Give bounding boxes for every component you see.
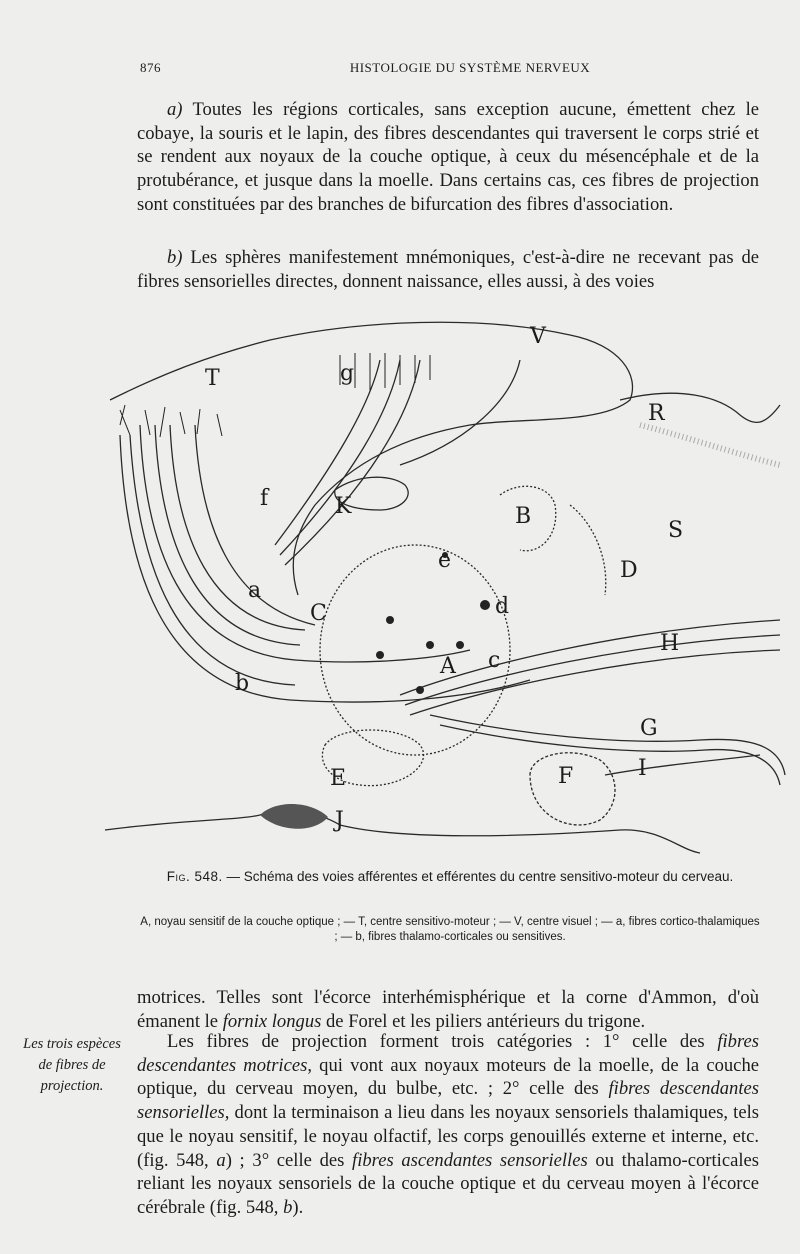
label-h: H <box>660 631 680 656</box>
paragraph-b <box>137 246 759 293</box>
label-f-upper: F <box>558 764 574 789</box>
label-i: I <box>638 756 647 781</box>
projection-text-1: Les fibres de projection forment trois catégories : 1° celle des <box>167 1031 718 1052</box>
fibers-t-2 <box>155 425 300 645</box>
label-g-upper: G <box>640 716 658 741</box>
continuation-text-1: motrices. Telles sont l'écorce interhémisphérique et la corne d'Ammon, d'où émanent le <box>137 987 759 1032</box>
projection-text-5: ou thalamo-corticales reliant les noyaux sensoriels de la couche optique et du cerveau moyen à l'écorce cérébrale (fig. 548, <box>137 1149 759 1218</box>
continuation-text-2: de Forel et les piliers antérieurs du trigone. <box>321 1010 646 1032</box>
baseline <box>105 811 700 853</box>
label-c-upper: C <box>310 601 327 626</box>
label-v: V <box>530 324 546 349</box>
label-c-lower: c <box>488 648 501 673</box>
projection-text-4: ) ; 3° celle des <box>225 1149 353 1171</box>
region-s <box>640 425 780 465</box>
projection-italic-3: a <box>216 1149 226 1171</box>
figure-caption <box>138 868 762 885</box>
thalamic-cells <box>376 552 490 694</box>
margin-note: Les trois espèces de fibres de projection. <box>23 1036 121 1094</box>
projection-text-2: , qui vont aux noyaux moteurs de la moelle, de la couche optique, du cerveau moyen, du bulbe, etc. ; 2° celle des <box>137 1054 759 1100</box>
fibers-v-2 <box>280 360 400 555</box>
continuation-italic-1: fornix longus <box>222 1010 322 1032</box>
brain-pathway-diagram <box>100 305 790 865</box>
upper-contour <box>620 393 780 422</box>
label-g: g <box>340 361 355 386</box>
hemisphere-outline <box>110 322 633 595</box>
paragraph-a <box>137 98 759 217</box>
paragraph-a-marker: a) <box>167 99 183 120</box>
projection-text-3: , dont la terminaison a lieu dans les noyaux sensoriels thalamiques, tels que le noyau sensitif, le noyau olfactif, les corps genouillés externe et interne, etc. (fig. 548, <box>137 1102 759 1171</box>
paragraph-a-text: Toutes les régions corticales, sans exception aucune, émettent chez le cobaye, la souris et le lapin, des fibres descendantes qui traversent le corps strié et se rendent aux noyaux de la couche optique, à ceux du mésencéphale et de la protubérance, et jusque dans la moelle. Dans certains cas, ces fibres de projection sont constituées par des branches de bifurcation des fibres d'association. <box>137 99 759 215</box>
label-r: R <box>648 401 665 426</box>
cortical-neurons <box>120 353 430 437</box>
fibers-t-3 <box>170 425 305 630</box>
projection-text-6: ). <box>292 1196 304 1218</box>
label-k: K <box>335 494 352 519</box>
fibers-v-3 <box>285 360 420 565</box>
projection-italic-1: fibres descendantes motrices <box>137 1031 759 1076</box>
fibers-h-3 <box>410 650 780 715</box>
continuation-paragraph <box>137 986 759 1033</box>
label-d-lower: d <box>495 594 510 619</box>
label-e-upper: E <box>330 766 347 791</box>
label-s: S <box>668 518 684 543</box>
figure-number: Fig. 548. <box>166 869 223 884</box>
figure-548 <box>100 305 790 865</box>
running-head <box>140 60 760 80</box>
projection-paragraph <box>137 1030 759 1220</box>
label-d-upper: D <box>620 558 638 583</box>
projection-italic-5: b <box>283 1196 293 1218</box>
running-title: HISTOLOGIE DU SYSTÈME NERVEUX <box>349 60 591 75</box>
fibers-i <box>605 755 760 775</box>
label-a-upper: A <box>440 654 456 679</box>
caption-text: — Schéma des voies afférentes et efférentes du centre sensitivo-moteur du cerveau. <box>226 869 734 884</box>
page-number: 876 <box>140 60 161 75</box>
fibers-v-4 <box>400 360 520 465</box>
region-d <box>570 505 606 595</box>
label-t: T <box>205 366 220 391</box>
label-e: e <box>438 548 452 573</box>
label-j: J <box>335 808 344 833</box>
fibers-b-2 <box>130 435 295 685</box>
thalamus-nucleus <box>320 545 510 755</box>
label-a-lower: a <box>248 578 262 603</box>
fibers-t-1 <box>140 425 470 662</box>
projection-italic-2: fibres descendantes sensorielles <box>137 1078 759 1124</box>
paragraph-b-marker: b) <box>167 247 183 268</box>
fibers-g-2 <box>440 725 780 785</box>
figure-legend: A, noyau sensitif de la couche optique ; — T, centre sensitivo-moteur ; — V, centre visuel ; — a, fibres cortico-thalamiques ; — b, fibres thalamo-corticales ou sensitives. <box>140 916 760 943</box>
label-b: B <box>515 504 532 529</box>
paragraph-b-text: Les sphères manifestement mnémoniques, c'est-à-dire ne recevant pas de fibres sensorielles directes, donnent naissance, elles aussi, à des voies <box>137 247 759 292</box>
fibers-v-1 <box>275 360 380 545</box>
label-f: f <box>260 486 269 511</box>
nucleus-j <box>260 804 328 829</box>
label-b-lower: b <box>235 671 250 696</box>
projection-italic-4: fibres ascendantes sensorielles <box>352 1149 588 1171</box>
